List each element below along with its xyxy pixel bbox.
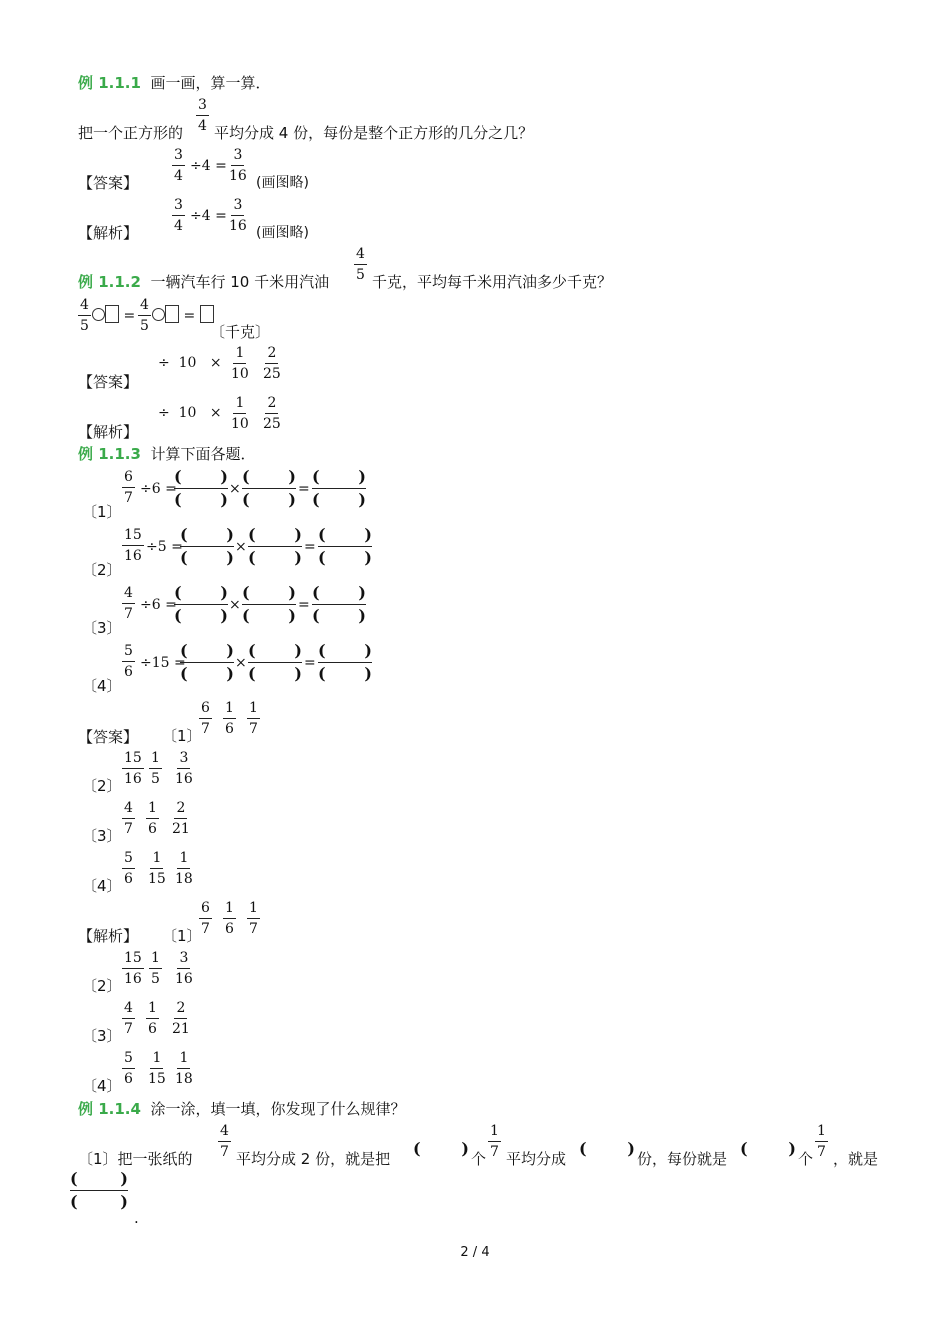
ex3-answer-blank[interactable]: ( ) ( ) bbox=[174, 467, 228, 509]
ex3-times-sign: × bbox=[229, 597, 241, 613]
ex2-heading bbox=[78, 272, 329, 292]
ex3-solution-fraction: $\frac{2}{21}$ bbox=[172, 1000, 190, 1037]
ex3-item-number: 〔4〕 bbox=[82, 677, 122, 695]
ex3-solution-fraction: $\frac{2}{21}$ bbox=[172, 800, 190, 837]
ex3-item-operator: ÷6 = bbox=[140, 481, 177, 497]
ex3-answer-blank[interactable]: ( ) ( ) bbox=[318, 525, 372, 567]
ex3-solution-fraction: $\frac{15}{16}$ bbox=[124, 750, 142, 787]
ex1-analysis-note: (画图略) bbox=[256, 225, 309, 241]
ex3-answer-blank[interactable]: ( ) ( ) bbox=[312, 583, 366, 625]
ex1-analysis-mid: ÷4 = bbox=[190, 208, 227, 224]
square-blank[interactable] bbox=[165, 305, 179, 323]
ex3-answer-blank[interactable]: ( ) ( ) bbox=[174, 583, 228, 625]
ex2-work-frac2: $\frac{4}{5}$ bbox=[140, 297, 149, 334]
ex3-item-number: 〔1〕 bbox=[82, 503, 122, 521]
ex3-solution-fraction: $\frac{1}{6}$ bbox=[148, 800, 157, 837]
ex3-solution-fraction: $\frac{1}{6}$ bbox=[225, 900, 234, 937]
ex1-answer-mid: ÷4 = bbox=[190, 158, 227, 174]
ex4-frac3: $\frac{1}{7}$ bbox=[817, 1123, 826, 1160]
ex2-title-post: 千克，平均每千米用汽油多少千克？ bbox=[372, 273, 613, 291]
ex4-label: 例 1.1.4 bbox=[78, 1100, 141, 1118]
ex2-answer-frac2: $\frac{2}{25}$ bbox=[263, 345, 281, 382]
ex4-text5: 份，每份就是 bbox=[637, 1150, 728, 1168]
ex3-times-sign: × bbox=[229, 481, 241, 497]
ex1-analysis-frac1: $\frac{3}{4}$ bbox=[174, 197, 183, 234]
ex4-text7: ，就是 bbox=[833, 1150, 879, 1168]
ex4-blank1[interactable]: ( ) bbox=[413, 1139, 469, 1158]
ex3-solution-number: 〔1〕 bbox=[162, 927, 202, 945]
ex3-solution-number: 〔2〕 bbox=[82, 777, 122, 795]
ex1-heading bbox=[78, 73, 271, 93]
ex2-analysis-tag: 【解析】 bbox=[78, 423, 139, 441]
ex3-answer-blank[interactable]: ( ) ( ) bbox=[312, 467, 366, 509]
ex4-text2: 平均分成 2 份，就是把 bbox=[236, 1150, 391, 1168]
ex3-answer-tag: 【答案】 bbox=[78, 728, 139, 746]
ex3-solution-fraction: $\frac{1}{15}$ bbox=[148, 1050, 166, 1087]
ex3-answer-blank[interactable]: ( ) ( ) bbox=[180, 641, 234, 683]
ex4-text6: 个 bbox=[798, 1150, 814, 1168]
ex3-item-fraction: $\frac{15}{16}$ bbox=[124, 527, 142, 564]
ex1-question-pre: 把一个正方形的 bbox=[78, 124, 184, 142]
ex2-answer-ops: ÷ 10 × bbox=[158, 355, 222, 371]
ex3-solution-number: 〔4〕 bbox=[82, 1077, 122, 1095]
ex3-solution-number: 〔3〕 bbox=[82, 1027, 122, 1045]
ex3-solution-fraction: $\frac{1}{6}$ bbox=[225, 700, 234, 737]
ex3-item-number: 〔3〕 bbox=[82, 619, 122, 637]
ex3-solution-fraction: $\frac{1}{5}$ bbox=[151, 950, 160, 987]
ex3-title: 计算下面各题． bbox=[150, 445, 256, 463]
ex3-solution-fraction: $\frac{1}{15}$ bbox=[148, 850, 166, 887]
ex3-solution-fraction: $\frac{3}{16}$ bbox=[175, 750, 193, 787]
ex3-label: 例 1.1.3 bbox=[78, 445, 141, 463]
ex4-fraction-blank[interactable]: ( ) ( ) bbox=[70, 1169, 128, 1211]
ex2-work-line: = bbox=[92, 305, 135, 326]
ex4-heading bbox=[78, 1099, 406, 1119]
ex3-heading bbox=[78, 444, 256, 464]
ex3-item-fraction: $\frac{5}{6}$ bbox=[124, 643, 133, 680]
square-blank[interactable] bbox=[105, 305, 119, 323]
ex4-text4: 平均分成 bbox=[506, 1150, 567, 1168]
ex3-item-operator: ÷15 = bbox=[140, 655, 186, 671]
ex3-solution-number: 〔3〕 bbox=[82, 827, 122, 845]
ex3-item-number: 〔2〕 bbox=[82, 561, 122, 579]
ex3-item-operator: ÷5 = bbox=[146, 539, 183, 555]
ex3-solution-number: 〔2〕 bbox=[82, 977, 122, 995]
ex4-title: 涂一涂，填一填，你发现了什么规律？ bbox=[150, 1100, 406, 1118]
ex4-line-start: 〔1〕把一张纸的 bbox=[78, 1150, 193, 1168]
ex2-title-pre: 一辆汽车行 10 千米用汽油 bbox=[150, 273, 330, 291]
ex1-answer-frac1: $\frac{3}{4}$ bbox=[174, 147, 183, 184]
ex3-solution-fraction: $\frac{5}{6}$ bbox=[124, 850, 133, 887]
operator-circle-blank[interactable] bbox=[92, 308, 105, 321]
ex3-equals-sign: = bbox=[298, 481, 310, 497]
ex3-analysis-tag: 【解析】 bbox=[78, 927, 139, 945]
square-blank[interactable] bbox=[200, 305, 214, 323]
ex3-solution-fraction: $\frac{4}{7}$ bbox=[124, 800, 133, 837]
ex1-analysis-tag: 【解析】 bbox=[78, 224, 139, 242]
ex1-title: 画一画，算一算． bbox=[150, 74, 271, 92]
ex3-equals-sign: = bbox=[298, 597, 310, 613]
ex2-answer-tag: 【答案】 bbox=[78, 373, 139, 391]
ex3-solution-fraction: $\frac{4}{7}$ bbox=[124, 1000, 133, 1037]
ex3-solution-fraction: $\frac{15}{16}$ bbox=[124, 950, 142, 987]
ex3-times-sign: × bbox=[235, 655, 247, 671]
ex3-answer-blank[interactable]: ( ) ( ) bbox=[318, 641, 372, 683]
ex2-analysis-frac1: $\frac{1}{10}$ bbox=[231, 395, 249, 432]
ex3-solution-fraction: $\frac{1}{18}$ bbox=[175, 850, 193, 887]
ex4-end: . bbox=[134, 1209, 139, 1227]
ex3-solution-fraction: $\frac{5}{6}$ bbox=[124, 1050, 133, 1087]
ex1-answer-frac2: $\frac{3}{16}$ bbox=[229, 147, 247, 184]
ex3-times-sign: × bbox=[235, 539, 247, 555]
ex1-answer-tag: 【答案】 bbox=[78, 174, 139, 192]
ex1-analysis-frac2: $\frac{3}{16}$ bbox=[229, 197, 247, 234]
ex4-blank3[interactable]: ( ) bbox=[740, 1139, 796, 1158]
ex2-answer-frac1: $\frac{1}{10}$ bbox=[231, 345, 249, 382]
page-number: 2 / 4 bbox=[460, 1245, 490, 1260]
ex1-label: 例 1.1.1 bbox=[78, 74, 141, 92]
ex3-equals-sign: = bbox=[304, 539, 316, 555]
ex2-analysis-frac2: $\frac{2}{25}$ bbox=[263, 395, 281, 432]
ex3-solution-fraction: $\frac{1}{7}$ bbox=[249, 700, 258, 737]
ex3-answer-blank[interactable]: ( ) ( ) bbox=[248, 641, 302, 683]
ex1-question-fraction: $\frac{3}{4}$ bbox=[198, 97, 207, 134]
ex3-solution-fraction: $\frac{6}{7}$ bbox=[201, 700, 210, 737]
ex3-item-fraction: $\frac{6}{7}$ bbox=[124, 469, 133, 506]
ex3-item-fraction: $\frac{4}{7}$ bbox=[124, 585, 133, 622]
ex2-analysis-ops: ÷ 10 × bbox=[158, 405, 222, 421]
ex3-solution-fraction: $\frac{1}{5}$ bbox=[151, 750, 160, 787]
ex3-answer-blank[interactable]: ( ) ( ) bbox=[248, 525, 302, 567]
ex2-work-frac1: $\frac{4}{5}$ bbox=[80, 297, 89, 334]
ex3-solution-fraction: $\frac{1}{18}$ bbox=[175, 1050, 193, 1087]
ex1-answer-note: (画图略) bbox=[256, 175, 309, 191]
ex4-frac1: $\frac{4}{7}$ bbox=[220, 1123, 229, 1160]
ex3-solution-number: 〔4〕 bbox=[82, 877, 122, 895]
ex3-solution-fraction: $\frac{3}{16}$ bbox=[175, 950, 193, 987]
ex1-question-post: 平均分成 4 份，每份是整个正方形的几分之几？ bbox=[214, 124, 534, 142]
ex3-solution-fraction: $\frac{1}{6}$ bbox=[148, 1000, 157, 1037]
ex3-solution-fraction: $\frac{6}{7}$ bbox=[201, 900, 210, 937]
ex2-work-line2: = bbox=[152, 305, 214, 326]
ex2-unit: 〔千克〕 bbox=[210, 323, 271, 341]
operator-circle-blank[interactable] bbox=[152, 308, 165, 321]
ex2-label: 例 1.1.2 bbox=[78, 273, 141, 291]
ex3-answer-blank[interactable]: ( ) ( ) bbox=[180, 525, 234, 567]
ex3-equals-sign: = bbox=[304, 655, 316, 671]
ex4-text3: 个 bbox=[471, 1150, 487, 1168]
ex2-title-fraction: $\frac{4}{5}$ bbox=[356, 246, 365, 283]
ex3-answer-blank[interactable]: ( ) ( ) bbox=[242, 467, 296, 509]
ex4-blank2[interactable]: ( ) bbox=[579, 1139, 635, 1158]
ex3-solution-number: 〔1〕 bbox=[162, 727, 202, 745]
ex3-answer-blank[interactable]: ( ) ( ) bbox=[242, 583, 296, 625]
ex4-frac2: $\frac{1}{7}$ bbox=[490, 1123, 499, 1160]
ex3-item-operator: ÷6 = bbox=[140, 597, 177, 613]
ex3-solution-fraction: $\frac{1}{7}$ bbox=[249, 900, 258, 937]
